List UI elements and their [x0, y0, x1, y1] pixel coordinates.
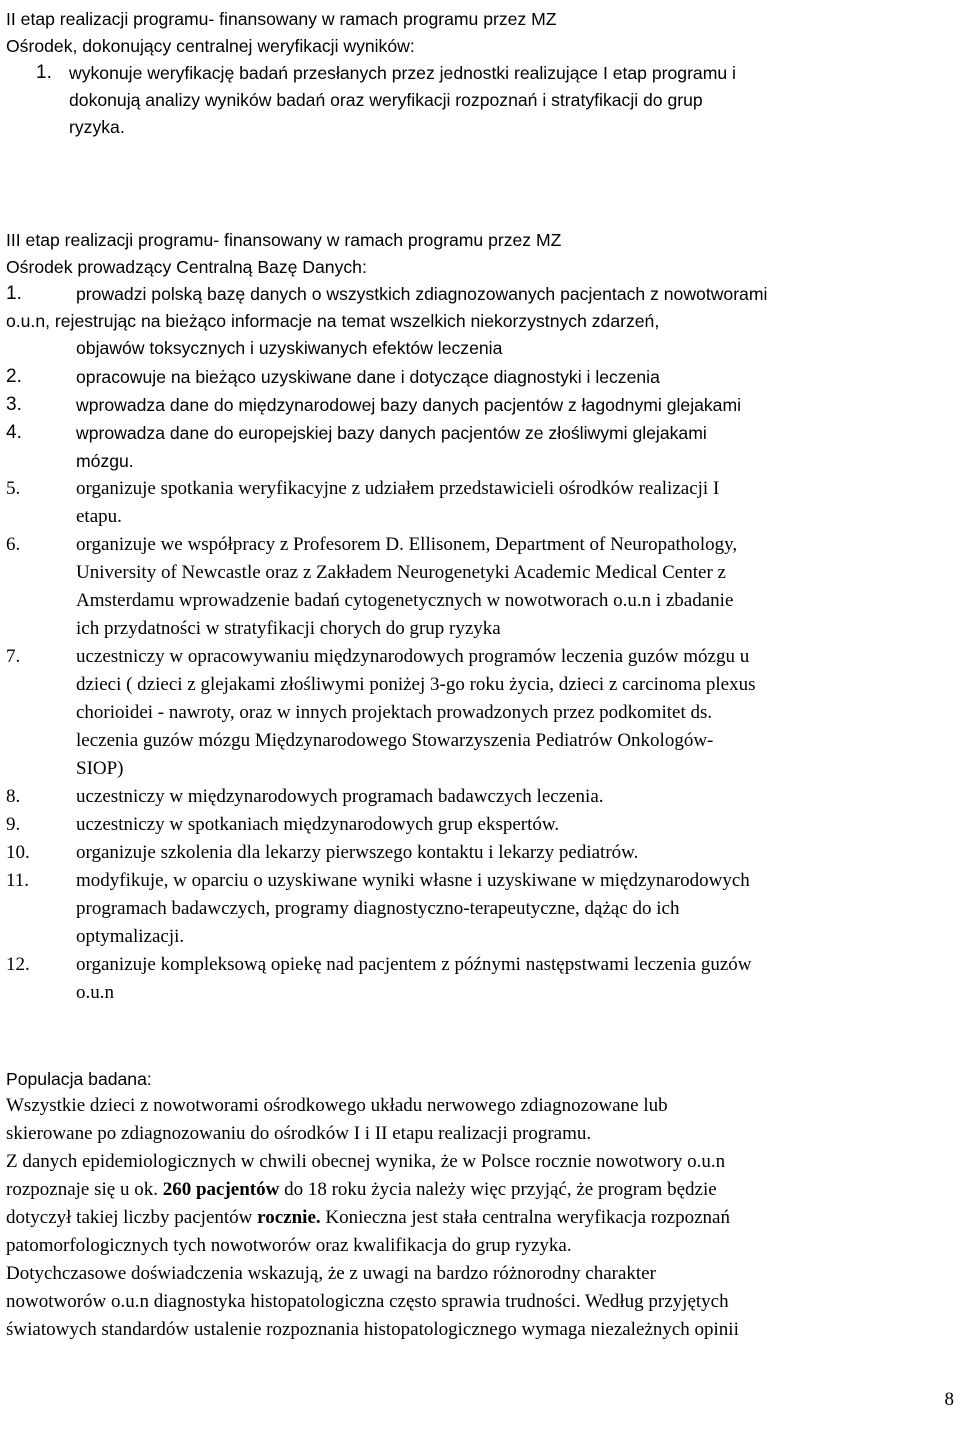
population-line [6, 1176, 717, 1204]
section3-heading-line1: III etap realizacji programu- finansowany w ramach programu przez MZ [6, 230, 562, 250]
section3-item-line: prowadzi polską bazę danych o wszystkich zdiagnozowanych pacjentach z nowotworami [76, 284, 768, 304]
section3-item-number: 2. [6, 366, 22, 387]
population-heading: Populacja badana: [6, 1069, 152, 1089]
population-line: Dotychczasowe doświadczenia wskazują, że z uwagi na bardzo różnorodny charakter [6, 1263, 656, 1284]
section3-item-number: 11. [6, 870, 30, 891]
population-line: Z danych epidemiologicznych w chwili obecnej wynika, że w Polsce rocznie nowotwory o.u.n [6, 1151, 726, 1172]
section3-item-line: wprowadza dane do międzynarodowej bazy danych pacjentów z łagodnymi glejakami [76, 395, 742, 415]
section3-item-number: 8. [6, 786, 21, 807]
population-line: skierowane po zdiagnozowaniu do ośrodków I i II etapu realizacji programu. [6, 1123, 592, 1144]
section3-item-line: dzieci ( dzieci z glejakami złośliwymi poniżej 3-go roku życia, dzieci z carcinoma plexus [76, 674, 756, 695]
section3-item-line: objawów toksycznych i uzyskiwanych efektów leczenia [76, 338, 503, 358]
section3-item-line: o.u.n [76, 982, 114, 1003]
section3-item-line: organizuje spotkania weryfikacyjne z udziałem przedstawicieli ośrodków realizacji I [76, 478, 720, 499]
population-text: Konieczna jest stała centralna weryfikacja rozpoznań [320, 1207, 730, 1228]
section2-heading-line1: II etap realizacji programu- finansowany w ramach programu przez MZ [6, 9, 557, 29]
section3-item-line: optymalizacji. [76, 926, 185, 947]
section3-item-line: uczestniczy w opracowywaniu międzynarodowych programów leczenia guzów mózgu u [76, 646, 750, 667]
population-bold-count: 260 pacjentów [162, 1179, 280, 1200]
population-line [6, 1204, 730, 1232]
section3-item-number: 12. [6, 954, 30, 975]
section3-item-line: modyfikuje, w oparciu o uzyskiwane wyniki własne i uzyskiwane w międzynarodowych [76, 870, 750, 891]
section3-item-line: uczestniczy w spotkaniach międzynarodowych grup ekspertów. [76, 814, 560, 835]
section3-item-line: organizuje kompleksową opiekę nad pacjentem z późnymi następstwami leczenia guzów [76, 954, 752, 975]
section3-item-number: 4. [6, 422, 22, 443]
section2-item1-line3: ryzyka. [69, 117, 125, 137]
section3-heading-line2: Ośrodek prowadzący Centralną Bazę Danych: [6, 257, 367, 277]
section3-item-line: ich przydatności w stratyfikacji chorych do grup ryzyka [76, 618, 501, 639]
population-text: dotyczył takiej liczby pacjentów [6, 1207, 258, 1228]
section3-item-number: 3. [6, 394, 22, 415]
section3-item-line: chorioidei - nawroty, oraz w innych projektach prowadzonych przez podkomitet ds. [76, 702, 713, 723]
section3-item-line: leczenia guzów mózgu Międzynarodowego Stowarzyszenia Pediatrów Onkologów- [76, 730, 714, 751]
section3-item-line: organizuje szkolenia dla lekarzy pierwszego kontaktu i lekarzy pediatrów. [76, 842, 639, 863]
section3-item-line: University of Newcastle oraz z Zakładem Neurogenetyki Academic Medical Center z [76, 562, 726, 583]
section3-item-line: mózgu. [76, 451, 134, 471]
population-text: do 18 roku życia należy więc przyjąć, że program będzie [279, 1179, 717, 1200]
section3-item-number: 6. [6, 534, 21, 555]
section3-item-number: 10. [6, 842, 30, 863]
section2-item1-number: 1. [36, 62, 52, 83]
page-number: 8 [944, 1389, 954, 1410]
population-bold-annually: rocznie. [257, 1207, 321, 1228]
section3-item-line: organizuje we współpracy z Profesorem D. Ellisonem, Department of Neuropathology, [76, 534, 738, 555]
population-line: nowotworów o.u.n diagnostyka histopatologiczna często sprawia trudności. Według przyjętych [6, 1291, 729, 1312]
section2-heading-line2: Ośrodek, dokonujący centralnej weryfikacji wyników: [6, 36, 415, 56]
section3-item-number: 9. [6, 814, 21, 835]
section3-item-line: wprowadza dane do europejskiej bazy danych pacjentów ze złośliwymi glejakami [76, 423, 707, 443]
population-line: światowych standardów ustalenie rozpoznania histopatologicznego wymaga niezależnych opinii [6, 1319, 739, 1340]
section3-item-number: 7. [6, 646, 21, 667]
section3-item-number: 5. [6, 478, 21, 499]
section3-item-line: uczestniczy w międzynarodowych programach badawczych leczenia. [76, 786, 604, 807]
section3-item-line: etapu. [76, 506, 122, 527]
population-text: rozpoznaje się u ok. [6, 1179, 163, 1200]
population-line: patomorfologicznych tych nowotworów oraz kwalifikacja do grup ryzyka. [6, 1235, 572, 1256]
section3-item-line: Amsterdamu wprowadzenie badań cytogenetycznych w nowotworach o.u.n i zbadanie [76, 590, 734, 611]
section3-item-number: 1. [6, 283, 22, 304]
section2-item1-line2: dokonują analizy wyników badań oraz weryfikacji rozpoznań i stratyfikacji do grup [69, 90, 703, 110]
section3-item-line: programach badawczych, programy diagnostyczno-terapeutyczne, dążąc do ich [76, 898, 680, 919]
section2-item1-line1: wykonuje weryfikację badań przesłanych przez jednostki realizujące I etap programu i [69, 63, 736, 83]
section3-item-line: opracowuje na bieżąco uzyskiwane dane i dotyczące diagnostyki i leczenia [76, 367, 660, 387]
section3-item-line: o.u.n, rejestrując na bieżąco informacje na temat wszelkich niekorzystnych zdarzeń, [6, 311, 660, 331]
population-line: Wszystkie dzieci z nowotworami ośrodkowego układu nerwowego zdiagnozowane lub [6, 1095, 668, 1116]
section3-item-line: SIOP) [76, 758, 124, 779]
